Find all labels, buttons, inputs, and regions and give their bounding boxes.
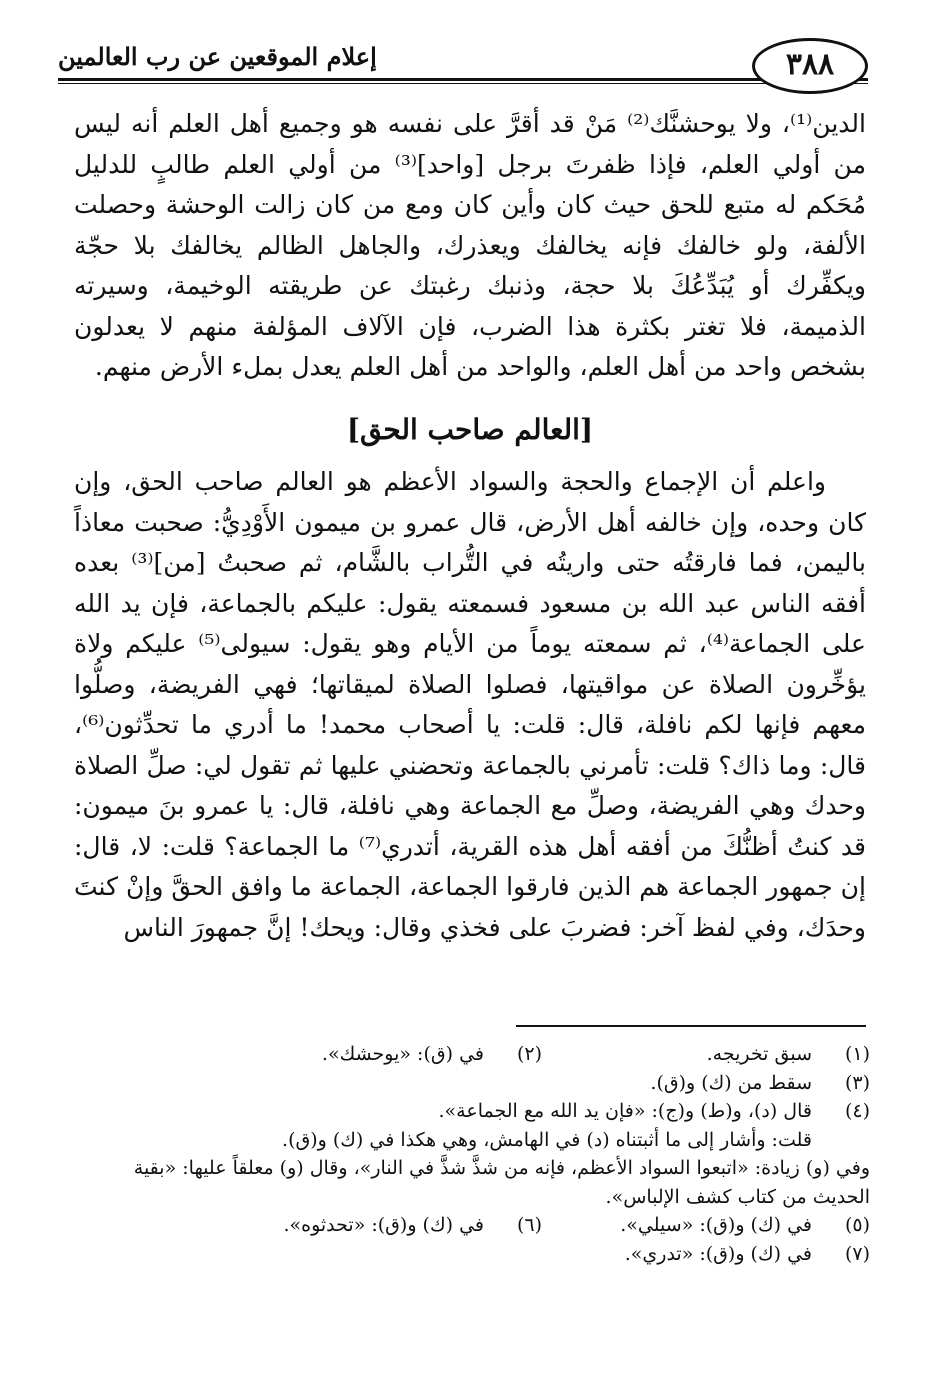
footnote-text: في (ك) و(ق): «سيلي». xyxy=(620,1214,812,1236)
footnote-row xyxy=(80,1069,870,1098)
header-rule-thin xyxy=(58,83,868,84)
footnote-number: (٧) xyxy=(844,1242,870,1265)
footnote-continuation: قلت: وأشار إلى ما أثبتناه (د) في الهامش، وهي هكذا في (ك) و(ق). xyxy=(282,1128,812,1151)
footnote-row xyxy=(80,1240,870,1269)
paragraph-1: الدين⁽¹⁾، ولا يوحشنَّك⁽²⁾ مَنْ قد أقرَّ على نفسه هو وجميع أهل العلم أنه ليس من أولي العلم، فإذا ظفرتَ برجل [واحد]⁽³⁾ من أولي العلم طالبٍ للدليل مُحَكم له متبع للحق حيث كان وأين كان ومع من كان زالت الوحشة وحصلت الألفة، ولو خالفك فإنه يخالفك ويعذرك، والجاهل الظالم يخالفك بلا حجّة ويكفِّرك أو يُبَدِّعُكَ بلا حجة، وذنبك رغبتك عن طريقته الوخيمة، وسيرته الذميمة، فلا تغتر بكثرة هذا الضرب، فإن الآلاف المؤلفة منهم لا يعدلون بشخص واحد من أهل العلم، والواحد من أهل العلم يعدل بملء الأرض منهم. xyxy=(74,109,866,381)
page-header xyxy=(58,38,868,98)
footnote-text: في (ك) و(ق): «تدري». xyxy=(624,1242,812,1265)
footnote-number: (٢) xyxy=(516,1043,542,1065)
footnote-number: (٣) xyxy=(844,1071,870,1094)
footnote-text: قال (د)، و(ط) و(ج): «فإن يد الله مع الجماعة». xyxy=(438,1100,812,1122)
section-title: [العالم صاحب الحق] xyxy=(346,412,594,446)
footnote-separator xyxy=(516,1025,866,1027)
footnote-number: (٤) xyxy=(844,1100,870,1122)
footnote-text: سبق تخريجه. xyxy=(706,1043,812,1065)
footnote-number: (٥) xyxy=(844,1214,870,1236)
main-text xyxy=(74,104,866,948)
footnote-number: (١) xyxy=(844,1043,870,1065)
footnote-row xyxy=(80,1040,870,1069)
footnote-text: في (ك) و(ق): «تحدثوه». xyxy=(283,1214,484,1236)
running-title: إعلام الموقعين عن رب العالمين xyxy=(58,42,377,71)
footnote-number: (٦) xyxy=(516,1214,542,1236)
footnote-continuation: وفي (و) زيادة: «اتبعوا السواد الأعظم، فإنه من شذَّ شذَّ في النار»، وقال (و) معلقاً عليها: «بقية الحديث من كتاب كشف الإلباس». xyxy=(133,1157,870,1208)
footnote-row xyxy=(80,1211,870,1240)
footnotes xyxy=(80,1040,870,1268)
header-rule xyxy=(58,78,868,81)
footnote-text: سقط من (ك) و(ق). xyxy=(650,1071,812,1094)
page-number: ٣٨٨ xyxy=(752,38,868,94)
paragraph-2: واعلم أن الإجماع والحجة والسواد الأعظم هو العالم صاحب الحق، وإن كان وحده، وإن خالفه أهل الأرض، قال عمرو بن ميمون الأَوْدِيُّ: صحبت معاذاً باليمن، فما فارقتُه حتى واريتُه في التُّراب بالشَّام، ثم صحبتُ [من]⁽³⁾ بعده أفقه الناس عبد الله بن مسعود فسمعته يقول: عليكم بالجماعة، فإن يد الله على الجماعة⁽⁴⁾، ثم سمعته يوماً من الأيام وهو يقول: سيولى⁽⁵⁾ عليكم ولاة يؤخِّرون الصلاة عن مواقيتها، فصلوا الصلاة لميقاتها؛ فهي الفريضة، وصلُّوا معهم فإنها لكم نافلة، قال: قلت: يا أصحاب محمد! ما أدري ما تحدِّثون⁽⁶⁾، قال: وما ذاك؟ قلت: تأمرني بالجماعة وتحضني عليها ثم تقول لي: صلِّ الصلاة وحدك وهي الفريضة، وصلِّ مع الجماعة وهي نافلة، قال: يا عمرو بنَ ميمون: قد كنتُ أظنُّكَ من أفقه أهل هذه القرية، أتدري⁽⁷⁾ ما الجماعة؟ قلت: لا، قال: إن جمهور الجماعة هم الذين فارقوا الجماعة، الجماعة ما وافق الحقَّ وإنْ كنتَ وحدَك، وفي لفظ آخر: فضربَ على فخذي وقال: ويحك! إنَّ جمهورَ الناس xyxy=(74,467,866,942)
footnote-row xyxy=(80,1097,870,1126)
footnote-text: في (ق): «يوحشك». xyxy=(321,1043,484,1065)
